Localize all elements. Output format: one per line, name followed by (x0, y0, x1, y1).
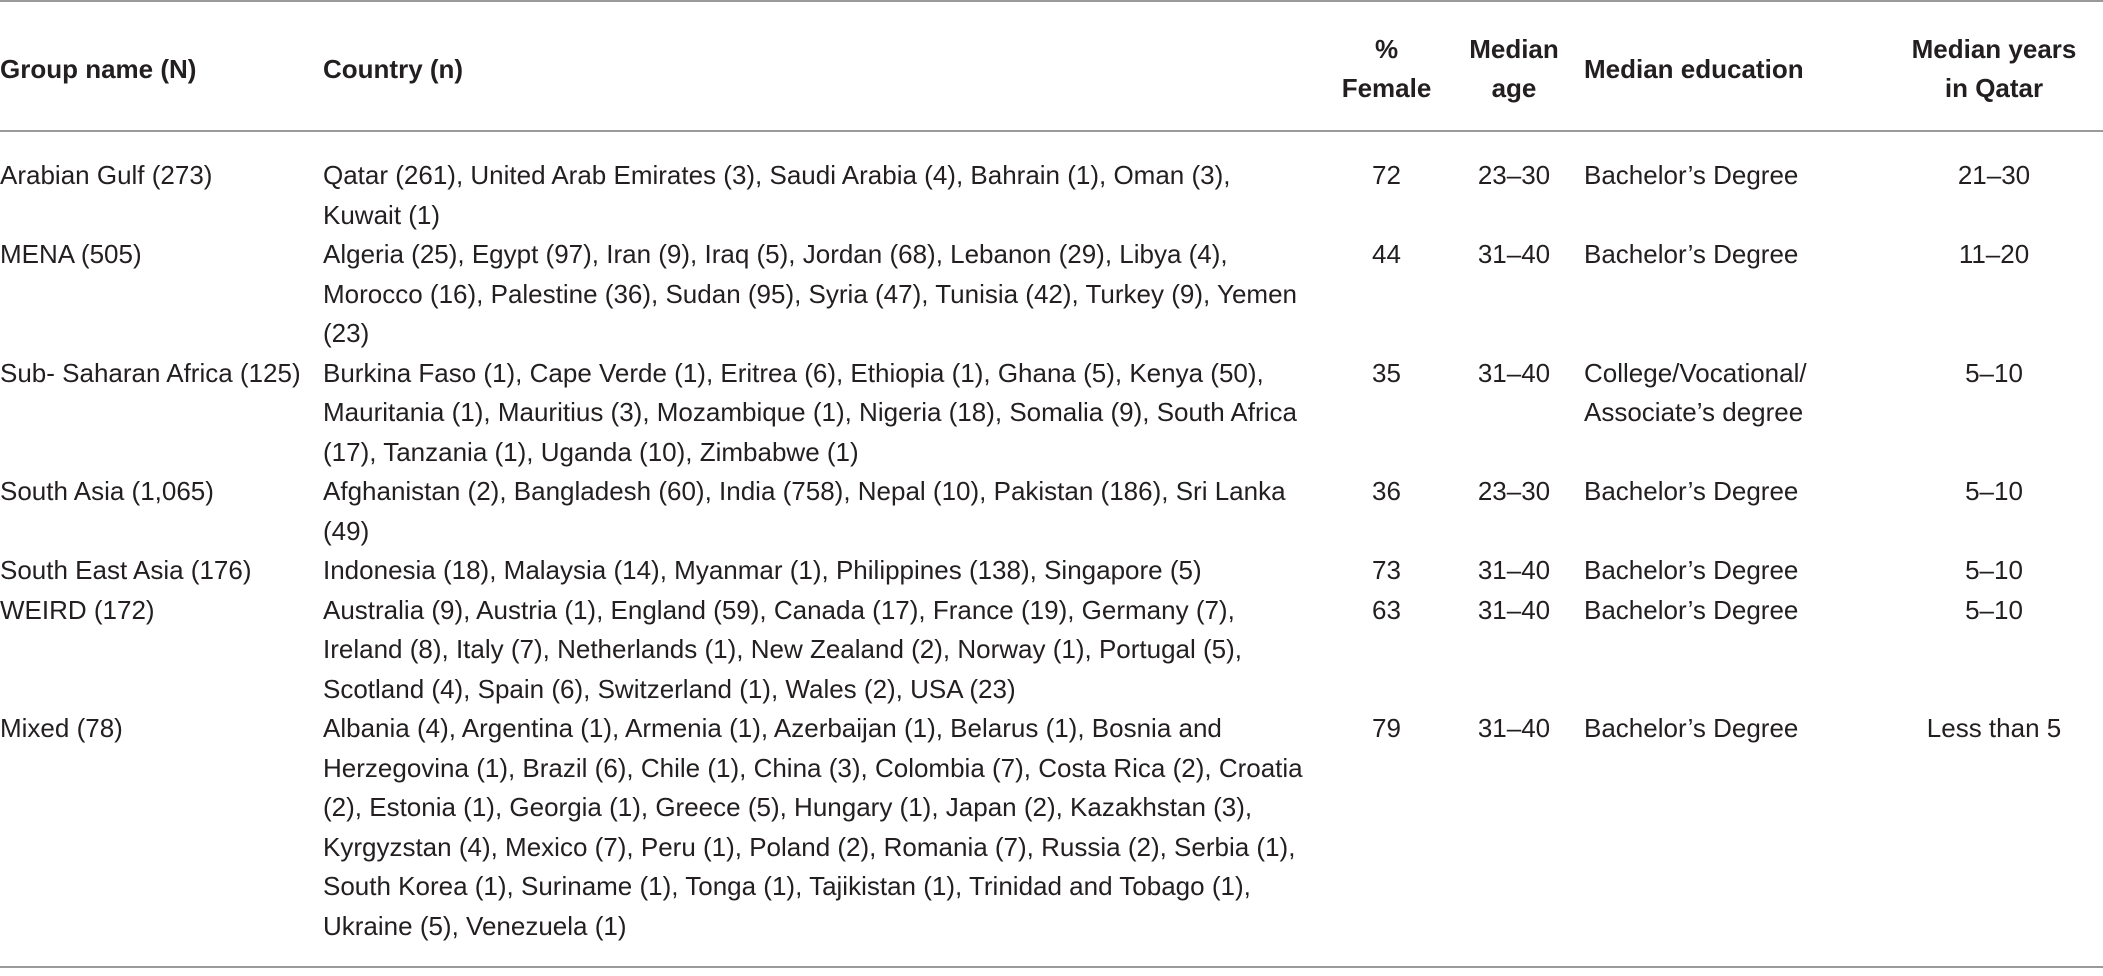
table-row (0, 354, 2103, 473)
table-row (0, 551, 2103, 591)
cell-median-age: 23–30 (1477, 476, 1551, 506)
cell-median-age: 31–40 (1477, 713, 1551, 743)
header-group-name: Group name (N) (0, 53, 197, 84)
header-median-age-line2: age (1491, 73, 1537, 103)
table-row (0, 472, 2103, 551)
header-median-years-line2: in Qatar (1944, 73, 2044, 103)
table-body (0, 131, 2103, 967)
cell-group-name: South East Asia (176) (0, 555, 252, 585)
header-median-age (1450, 1, 1578, 131)
table-row (0, 131, 2103, 235)
cell-percent-female: 35 (1372, 357, 1401, 388)
cell-median-years: 21–30 (1957, 160, 2031, 190)
table-row (0, 235, 2103, 354)
cell-group-name: MENA (505) (0, 239, 142, 269)
header-median-age-line1: Median (1469, 34, 1559, 64)
cell-median-education: Bachelor’s Degree (1584, 239, 1799, 269)
cell-country-list: Burkina Faso (1), Cape Verde (1), Eritrea (6), Ethiopia (1), Ghana (5), Kenya (50), Mauritania (1), Mauritius (3), Mozambique (1), Nigeria (18), Somalia (9), South Africa (17), Tanzania (1), Uganda (10), Zimbabwe (1) (323, 357, 1297, 467)
cell-median-years: 5–10 (1965, 357, 2023, 388)
cell-median-age: 31–40 (1477, 594, 1551, 625)
table-header (0, 1, 2103, 131)
cell-country-list: Albania (4), Argentina (1), Armenia (1), Azerbaijan (1), Belarus (1), Bosnia and Herzegovina (1), Brazil (6), Chile (1), China (3), Colombia (7), Costa Rica (2), Croatia (2), Estonia (1), Georgia (1), Greece (5), Hungary (1), Japan (2), Kazakhstan (3), Kyrgyzstan (4), Mexico (7), Peru (1), Poland (2), Romania (7), Russia (2), Serbia (1), South Korea (1), Suriname (1), Tonga (1), Tajikistan (1), Trinidad and Tobago (1), Ukraine (5), Venezuela (1) (323, 713, 1303, 941)
header-percent-female-line1: % (1374, 34, 1399, 64)
cell-country-list: Australia (9), Austria (1), England (59), Canada (17), France (19), Germany (7), Ireland (8), Italy (7), Netherlands (1), New Zealand (2), Norway (1), Portugal (5), Scotland (4), Spain (6), Switzerland (1), Wales (2), USA (23) (323, 594, 1243, 704)
header-median-years-in-qatar (1884, 1, 2103, 131)
cell-country-list: Indonesia (18), Malaysia (14), Myanmar (1), Philippines (138), Singapore (5) (323, 555, 1202, 585)
cell-median-age: 31–40 (1477, 239, 1551, 269)
cell-group-name: Arabian Gulf (273) (0, 160, 213, 190)
cell-group-name: Mixed (78) (0, 713, 123, 743)
cell-group-name: South Asia (1,065) (0, 476, 214, 506)
cell-country-list: Algeria (25), Egypt (97), Iran (9), Iraq (5), Jordan (68), Lebanon (29), Libya (4), Morocco (16), Palestine (36), Sudan (95), Syria (47), Tunisia (42), Turkey (9), Yemen (23) (323, 239, 1297, 348)
cell-median-education: Bachelor’s Degree (1584, 555, 1799, 585)
cell-median-education: Bachelor’s Degree (1584, 594, 1799, 625)
cell-percent-female: 79 (1372, 713, 1401, 743)
cell-median-years: Less than 5 (1926, 713, 2062, 743)
header-country: Country (n) (323, 53, 464, 84)
cell-percent-female: 63 (1372, 594, 1401, 625)
cell-median-education: College/Vocational/ Associate’s degree (1584, 357, 1807, 427)
header-median-years-line1: Median years (1911, 34, 2077, 64)
cell-median-education: Bachelor’s Degree (1584, 160, 1799, 190)
table-row (0, 709, 2103, 967)
cell-median-years: 11–20 (1958, 239, 2030, 269)
cell-percent-female: 36 (1372, 476, 1401, 506)
cell-median-years: 5–10 (1965, 594, 2023, 625)
header-median-education: Median education (1584, 53, 1804, 84)
header-row (0, 1, 2103, 131)
cell-median-age: 31–40 (1477, 357, 1551, 388)
cell-median-education: Bachelor’s Degree (1584, 476, 1799, 506)
cell-country-list: Afghanistan (2), Bangladesh (60), India (758), Nepal (10), Pakistan (186), Sri Lanka (49) (323, 476, 1286, 546)
cell-percent-female: 73 (1372, 555, 1401, 585)
cell-median-years: 5–10 (1965, 555, 2023, 585)
cell-group-name: Sub- Saharan Africa (125) (0, 357, 301, 388)
header-percent-female (1323, 1, 1450, 131)
cell-group-name: WEIRD (172) (0, 594, 155, 625)
cell-percent-female: 72 (1372, 160, 1401, 190)
cell-median-age: 23–30 (1477, 160, 1551, 190)
header-percent-female-line2: Female (1341, 73, 1432, 103)
cell-median-age: 31–40 (1477, 555, 1551, 585)
table-row (0, 591, 2103, 710)
cell-median-years: 5–10 (1965, 476, 2023, 506)
cell-country-list: Qatar (261), United Arab Emirates (3), Saudi Arabia (4), Bahrain (1), Oman (3), Kuwait (1) (323, 160, 1231, 230)
cell-percent-female: 44 (1372, 239, 1401, 269)
cell-median-education: Bachelor’s Degree (1584, 713, 1799, 743)
